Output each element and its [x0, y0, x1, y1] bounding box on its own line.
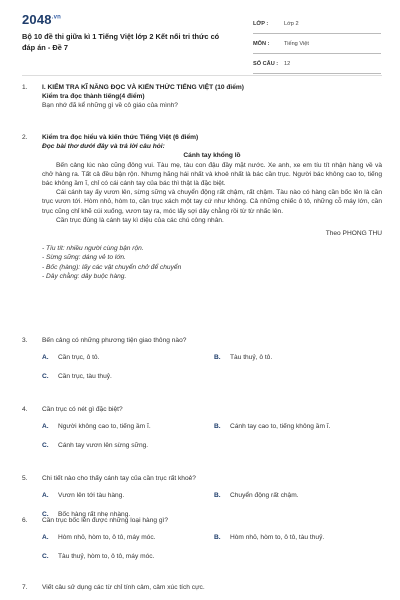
answer-option-b[interactable]: B. Cánh tay cao to, tiếng không ầm ĩ. — [214, 423, 331, 431]
question-number: 6. — [22, 517, 28, 524]
question-number: 2. — [22, 134, 28, 141]
story-paragraph: Bến cảng lúc nào cũng đông vui. Tàu mẹ, tàu con đậu đầy mặt nước. Xe anh, xe em tíu tít nhận hàng về và chở hàng ra. Tất cả đều bận rộn. Nhưng hăng hái nhất và khoẻ nhất là bác cần trục. Người bác không cao to, tiếng bác không ầm ĩ, chỉ có cái cánh tay của bác thì thật là đặc biệt. — [42, 161, 382, 188]
glossary-note: - Dây chằng: dây buộc hàng. — [42, 272, 127, 280]
answer-option-a[interactable]: A. Vươn lên tới tàu hàng. — [42, 492, 125, 500]
meta-label: LỚP : — [253, 20, 269, 27]
question-5 — [22, 474, 382, 520]
meta-value: Lớp 2 — [284, 20, 299, 27]
answer-option-c[interactable]: C. Cánh tay vươn lên sừng sững. — [42, 442, 149, 450]
question-number: 1. — [22, 84, 28, 91]
meta-count-row — [253, 54, 381, 74]
question-prompt: Cần trục có nét gì đặc biệt? — [42, 406, 123, 413]
glossary-note: - Sừng sững: dáng vẻ to lớn. — [42, 254, 126, 262]
question-2 — [22, 133, 382, 281]
answer-option-a[interactable]: A. Người không cao to, tiếng ầm ĩ. — [42, 423, 151, 431]
site-logo[interactable]: $2048^{.vn}$ — [22, 12, 62, 27]
meta-subject-row — [253, 34, 381, 54]
glossary-note: - Bốc (hàng): lấy các vật chuyển chở để chuyển — [42, 263, 182, 271]
answer-option-a[interactable]: A. Hòm nhỏ, hòm to, ô tô, máy móc. — [42, 534, 156, 542]
story-title: Cánh tay khổng lồ — [183, 152, 241, 160]
question-7 — [22, 583, 382, 592]
question-prompt: Viết câu sử dụng các từ chỉ tính cảm, cảm xúc tích cực. — [42, 584, 205, 591]
section-title: I. KIỂM TRA KĨ NĂNG ĐỌC VÀ KIẾN THỨC TIẾNG VIỆT (10 điểm) — [42, 84, 244, 91]
glossary-note: - Tíu tít: nhiều người cùng bận rộn. — [42, 245, 144, 253]
question-6 — [22, 516, 382, 562]
meta-label: SỐ CÂU : — [253, 60, 279, 67]
answer-option-a[interactable]: A. Cần trục, ô tô. — [42, 354, 100, 362]
answer-option-c[interactable]: C. Cần trục, tàu thuỷ. — [42, 373, 112, 381]
question-1 — [22, 83, 382, 111]
question-number: 4. — [22, 406, 28, 413]
question-prompt: Chi tiết nào cho thấy cánh tay của cần trục rất khoẻ? — [42, 475, 196, 482]
answer-option-c[interactable]: C. Bốc hàng rất nhẹ nhàng. — [42, 511, 131, 519]
meta-label: MÔN : — [253, 40, 270, 47]
answer-option-b[interactable]: B. Hòm nhỏ, hòm to, ô tô, tàu thuỷ. — [214, 534, 325, 542]
story-paragraph: Cần trục đúng là cánh tay kì diệu của các chú công nhân. — [56, 216, 224, 224]
section-subtitle: Kiểm tra đọc thành tiếng(4 điểm) — [42, 93, 145, 101]
answer-options — [42, 422, 382, 450]
document-title: Bộ 10 đề thi giữa kì 1 Tiếng Việt lớp 2 Kết nối tri thức có đáp án - Đề 7 — [22, 32, 220, 52]
question-prompt: Cần trục bốc lên được những loại hàng gì? — [42, 517, 169, 524]
question-number: 5. — [22, 475, 28, 482]
exam-meta — [253, 14, 381, 74]
answer-option-c[interactable]: C. Tàu thuỷ, hòm to, ô tô, máy móc. — [42, 553, 155, 561]
question-3 — [22, 336, 382, 382]
story-author: Theo PHONG THU — [325, 230, 382, 238]
meta-value: Tiếng Việt — [284, 40, 309, 47]
story-paragraph: Cái cánh tay ấy vươn lên, sừng sững và chuyển động rất chậm, rất chậm. Tàu nào có hàng cần bốc lên là cần trục vươn tới. Hòm nhỏ, hòm to, cần trục xách một tay cứ như không. Cả những chiếc ô tô, những cỗ máy lớn, cần trục cũng chỉ khẽ cúi xuống, vươn tay ra, móc lấy sợi dây chằng rồi từ từ nhấc lên. — [42, 189, 382, 215]
answer-options — [42, 353, 382, 381]
question-prompt: Bạn nhớ đã kể những gì về cô giáo của mình? — [42, 102, 178, 110]
meta-value: 12 — [284, 60, 291, 67]
question-prompt: Bến cảng có những phương tiện giao thông nào? — [42, 337, 187, 344]
meta-class-row — [253, 14, 381, 34]
answer-option-b[interactable]: B. Chuyển động rất chậm. — [214, 492, 299, 500]
reading-instruction: Đọc bài thơ dưới đây và trả lời câu hỏi: — [42, 143, 165, 151]
answer-options — [42, 533, 382, 561]
question-number: 7. — [22, 584, 28, 591]
section-title: Kiểm tra đọc hiểu và kiến thức Tiếng Việt (6 điểm) — [42, 134, 199, 141]
question-number: 3. — [22, 337, 28, 344]
question-4 — [22, 405, 382, 451]
answer-option-b[interactable]: B. Tàu thuỷ, ô tô. — [214, 354, 273, 362]
header-divider — [22, 75, 382, 76]
